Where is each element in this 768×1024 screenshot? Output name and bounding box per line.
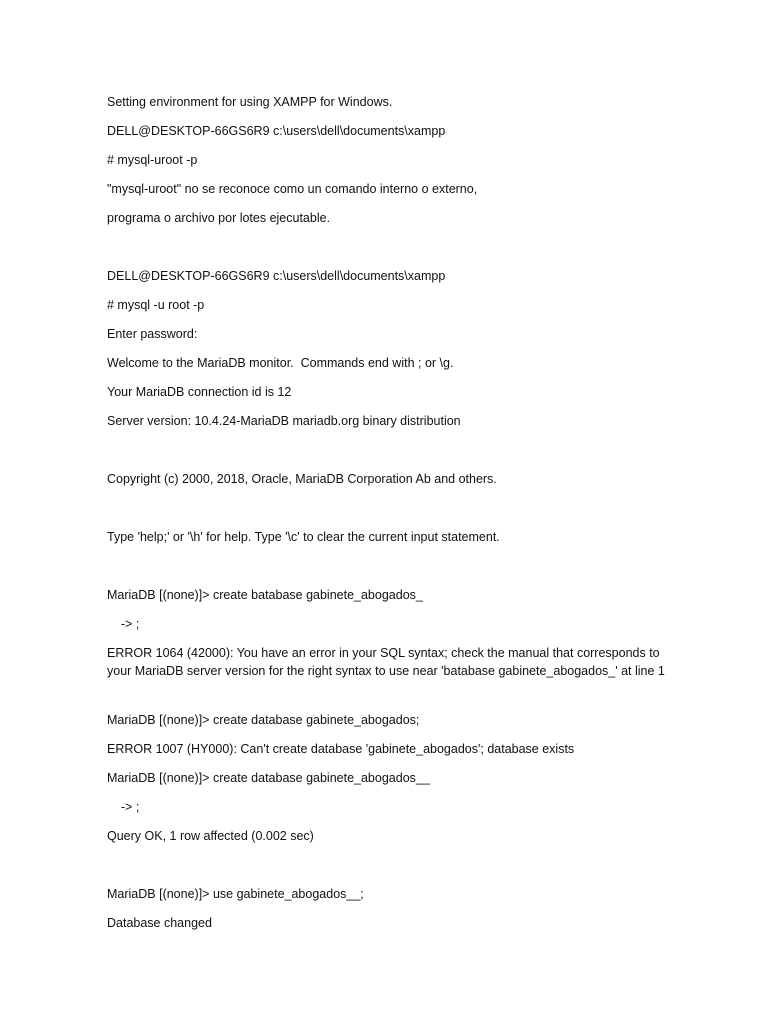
doc-line-command: # mysql-uroot -p xyxy=(107,153,198,167)
doc-line-help: Type 'help;' or '\h' for help. Type '\c' to clear the current input statement. xyxy=(107,530,500,544)
doc-line-sql-command: MariaDB [(none)]> create database gabinete_abogados; xyxy=(107,713,420,727)
doc-line-prompt-path: DELL@DESKTOP-66GS6R9 c:\users\dell\documents\xampp xyxy=(107,269,446,283)
doc-line-query-ok: Query OK, 1 row affected (0.002 sec) xyxy=(107,829,314,843)
doc-line-copyright: Copyright (c) 2000, 2018, Oracle, MariaDB Corporation Ab and others. xyxy=(107,472,497,486)
doc-line-sql-error: ERROR 1007 (HY000): Can't create database 'gabinete_abogados'; database exists xyxy=(107,742,575,756)
doc-line-connection-id: Your MariaDB connection id is 12 xyxy=(107,385,292,399)
doc-line-command: # mysql -u root -p xyxy=(107,298,205,312)
doc-line-env: Setting environment for using XAMPP for Windows. xyxy=(107,95,393,109)
doc-line-password: Enter password: xyxy=(107,327,198,341)
doc-line-welcome: Welcome to the MariaDB monitor. Commands end with ; or \g. xyxy=(107,356,454,370)
doc-line-sql-command: MariaDB [(none)]> create batabase gabinete_abogados_ xyxy=(107,588,423,602)
doc-line-prompt-path: DELL@DESKTOP-66GS6R9 c:\users\dell\documents\xampp xyxy=(107,124,446,138)
doc-line-database-changed: Database changed xyxy=(107,916,212,930)
doc-line-continuation: -> ; xyxy=(107,800,140,814)
doc-line-sql-command: MariaDB [(none)]> create database gabinete_abogados__ xyxy=(107,771,430,785)
doc-line-error-continued: programa o archivo por lotes ejecutable. xyxy=(107,211,331,225)
doc-line-sql-error: ERROR 1064 (42000): You have an error in your SQL syntax; check the manual that corresponds to your MariaDB server version for the right syntax to use near 'batabase gabinete_abogados_' at line 1 xyxy=(107,646,665,678)
doc-line-sql-command: MariaDB [(none)]> use gabinete_abogados__; xyxy=(107,887,364,901)
doc-line-server-version: Server version: 10.4.24-MariaDB mariadb.org binary distribution xyxy=(107,414,461,428)
doc-line-continuation: -> ; xyxy=(107,617,140,631)
doc-line-error: "mysql-uroot" no se reconoce como un comando interno o externo, xyxy=(107,182,478,196)
